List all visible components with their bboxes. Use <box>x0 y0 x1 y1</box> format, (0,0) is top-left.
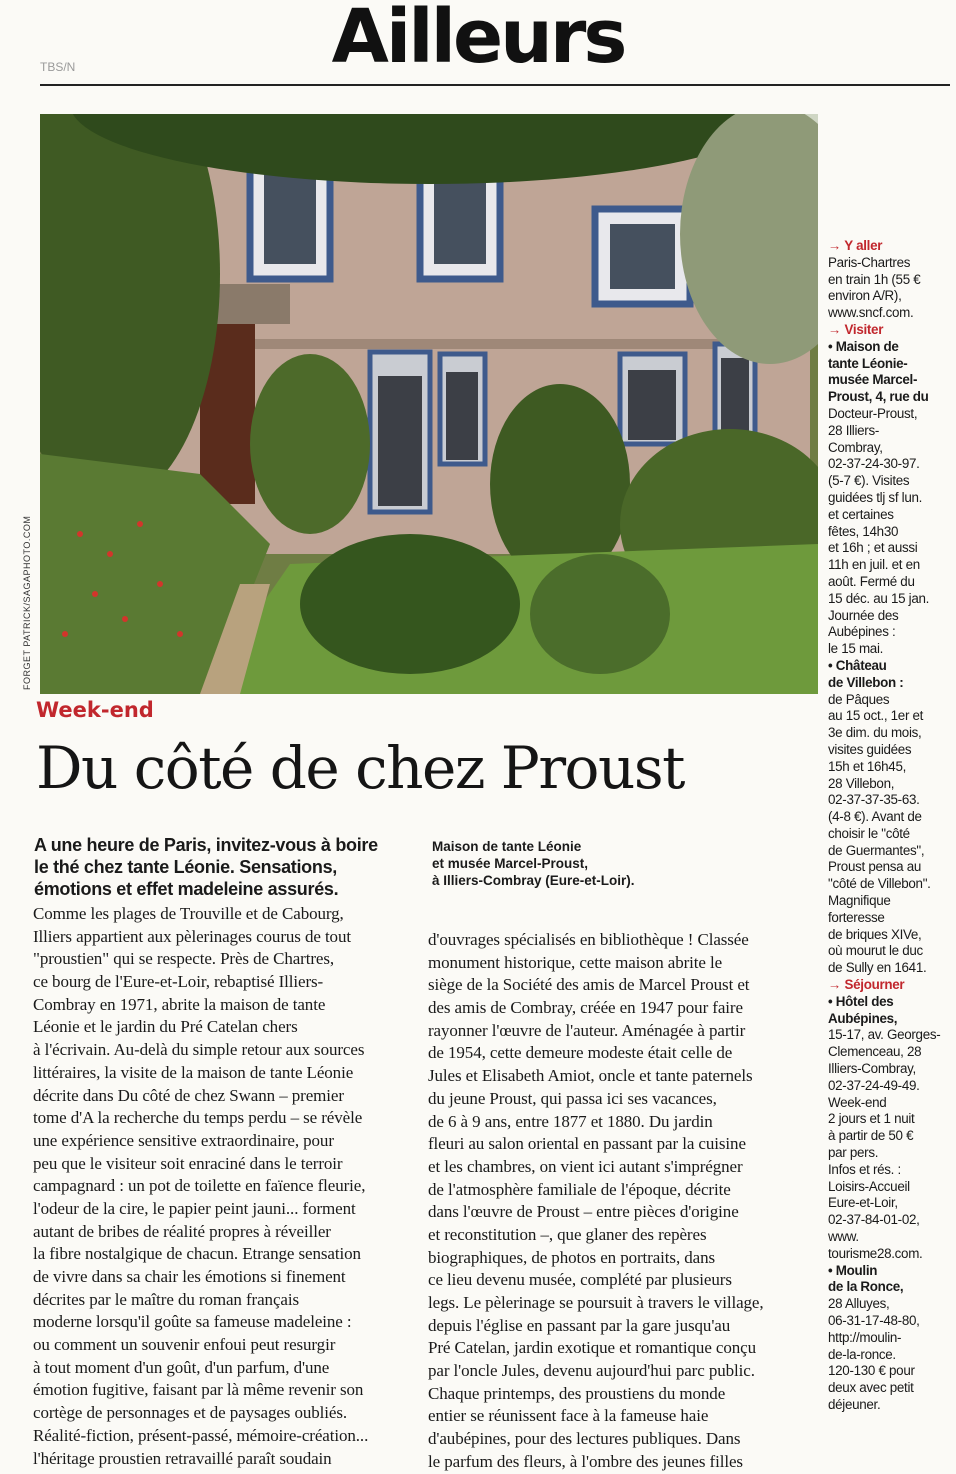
body-text-line: de 1954, cette demeure modeste était celle de <box>428 1043 733 1063</box>
body-text-line: siège de la Société des amis de Marcel Proust et <box>428 975 750 995</box>
sidebar-info-line: août. Fermé du <box>828 573 915 589</box>
sidebar-info-line: tante Léonie- <box>828 355 908 371</box>
sidebar-info-line: Proust pensa au <box>828 859 922 875</box>
body-text-line: entier se réunissent face à la fameuse haie <box>428 1406 709 1426</box>
sidebar-info-line: choisir le "côté <box>828 825 910 841</box>
body-text-line: cortège de personnages et de paysages oubliés. <box>33 1403 348 1423</box>
sidebar-info-line: de Villebon : <box>828 674 904 690</box>
body-text-line: le parfum des fleurs, à l'ombre des jeunes filles <box>428 1451 743 1471</box>
body-text-line: l'héritage proustien retravaillé paraît soudain <box>33 1448 332 1468</box>
sidebar-info-line: où mourut le duc <box>828 943 923 959</box>
sidebar-info-line: et certaines <box>828 506 894 522</box>
sidebar-info-line: déjeuner. <box>828 1396 881 1412</box>
caption-line: et musée Marcel-Proust, <box>432 856 589 871</box>
body-text-line: peu que le visiteur soit enraciné dans le terroir <box>33 1153 343 1173</box>
sidebar-info-line: 28 Alluyes, <box>828 1296 890 1312</box>
sidebar-info-line: Paris-Chartres <box>828 254 911 270</box>
body-text-line: moderne lorsqu'il goûte sa fameuse madeleine : <box>33 1312 352 1332</box>
body-text-line: campagnard : un pot de toilette en faïence fleurie, <box>33 1176 366 1196</box>
body-text-line: Réalité-fiction, présent-passé, mémoire-création... <box>33 1425 369 1445</box>
sidebar-info-line: de Pâques <box>828 691 890 707</box>
sidebar-info-line: tourisme28.com. <box>828 1245 923 1261</box>
sidebar-info-line: Docteur-Proust, <box>828 405 918 421</box>
sidebar-info-line: visites guidées <box>828 741 912 757</box>
practical-info-sidebar <box>828 238 952 1414</box>
body-column-1 <box>33 903 413 1470</box>
body-text-line: et les chambres, on vient ici autant s'imprégner <box>428 1156 743 1176</box>
body-text-line: l'odeur de la cire, le papier peint jauni... forment <box>33 1198 356 1218</box>
sidebar-info-line: à partir de 50 € <box>828 1128 914 1144</box>
body-text-line: littéraires, la visite de la maison de tante Léonie <box>33 1062 354 1082</box>
sidebar-info-line: Aubépines, <box>828 1010 898 1026</box>
body-text-line: émotion fugitive, faisant par là même revenir son <box>33 1380 364 1400</box>
page-folio: TBS/N <box>40 60 76 74</box>
sidebar-info-line: Proust, 4, rue du <box>828 389 929 405</box>
body-text-line: décrites par le maître du roman français <box>33 1289 299 1309</box>
body-text-line: Léonie et le jardin du Pré Catelan chers <box>33 1017 298 1037</box>
body-text-line: d'ouvrages spécialisés en bibliothèque ! Classée <box>428 930 749 949</box>
sidebar-info-line: par pers. <box>828 1145 879 1161</box>
sidebar-info-line: 28 Illiers- <box>828 422 880 438</box>
sidebar-info-line: Illiers-Combray, <box>828 1061 916 1077</box>
sidebar-info-line: Eure-et-Loir, <box>828 1195 898 1211</box>
article-kicker: Week-end <box>36 698 154 722</box>
sidebar-info-line: en train 1h (55 € <box>828 271 921 287</box>
body-text-line: par l'oncle Jules, devenu aujourd'hui parc public. <box>428 1361 755 1381</box>
sidebar-info-line: 120-130 € pour <box>828 1363 915 1379</box>
sidebar-info-line: de briques XIVe, <box>828 926 922 942</box>
sidebar-info-line: (4-8 €). Avant de <box>828 809 922 825</box>
body-text-line: "proustien" qui se respecte. Près de Chartres, <box>33 949 335 969</box>
sidebar-info-line: de Guermantes", <box>828 842 925 858</box>
section-title: Ailleurs <box>331 0 625 80</box>
sidebar-info-line: guidées tlj sf lun. <box>828 489 923 505</box>
sidebar-info-line: www. <box>828 1229 859 1245</box>
body-text-line: autant de bribes de réalité propres à réveiller <box>33 1221 331 1241</box>
body-text-line: de vivre dans sa chair les émotions si finement <box>33 1267 346 1286</box>
sidebar-info-line: musée Marcel- <box>828 372 918 388</box>
sidebar-info-line: deux avec petit <box>828 1380 914 1396</box>
body-text-line: legs. Le pèlerinage se poursuit à travers le village, <box>428 1293 764 1312</box>
body-text-line: de 6 à 9 ans, entre 1877 et 1880. Du jardin <box>428 1111 713 1131</box>
body-text-line: de l'atmosphère familiale de l'époque, décrite <box>428 1179 731 1199</box>
sidebar-info-line: 06-31-17-48-80, <box>828 1313 920 1328</box>
body-text-line: décrite dans Du côté de chez Swann – premier <box>33 1085 344 1105</box>
body-text-line: Pré Catelan, jardin exotique et romantique conçu <box>428 1338 757 1358</box>
sidebar-info-line: → Y aller <box>828 238 883 253</box>
body-text-line: Combray en 1971, abrite la maison de tante <box>33 994 326 1014</box>
photo-credit: FORGET PATRICK/SAGAPHOTO.COM <box>22 515 32 690</box>
body-text-line: Chaque printemps, des proustiens du monde <box>428 1383 726 1403</box>
sidebar-info-line: Infos et rés. : <box>828 1161 901 1177</box>
sidebar-info-line: • Maison de <box>828 338 899 354</box>
body-text-line: Comme les plages de Trouville et de Cabourg, <box>33 904 344 923</box>
sidebar-info-line: forteresse <box>828 909 885 925</box>
body-text-line: la fibre nostalgique de chacun. Etrange sensation <box>33 1244 361 1264</box>
sidebar-info-line: 15 déc. au 15 jan. <box>828 590 930 606</box>
sidebar-info-line: de-la-ronce. <box>828 1346 896 1362</box>
sidebar-info-line: → Séjourner <box>828 977 905 993</box>
body-column-2 <box>428 929 806 1474</box>
body-text-line: monument historique, cette maison abrite le <box>428 952 723 972</box>
standfirst-line: le thé chez tante Léonie. Sensations, <box>34 857 337 877</box>
sidebar-info-line: "côté de Villebon". <box>828 876 931 892</box>
sidebar-info-line: Journée des <box>828 607 899 623</box>
masthead-rule <box>40 84 950 86</box>
sidebar-info-line: Clemenceau, 28 <box>828 1044 922 1060</box>
sidebar-info-line: 02-37-37-35-63. <box>828 792 920 808</box>
sidebar-info-line: environ A/R), <box>828 288 902 304</box>
sidebar-info-line: Loisirs-Accueil <box>828 1178 910 1194</box>
sidebar-info-line: 02-37-24-30-97. <box>828 456 920 472</box>
article-headline: Du côté de chez Proust <box>36 734 684 802</box>
house-photo <box>40 114 818 694</box>
sidebar-info-line: 15h et 16h45, <box>828 758 907 774</box>
sidebar-info-line: 3e dim. du mois, <box>828 725 922 741</box>
sidebar-info-line: 15-17, av. Georges- <box>828 1027 941 1043</box>
sidebar-info-line: 02-37-24-49-49. <box>828 1077 920 1093</box>
body-text-line: rayonner l'œuvre de l'auteur. Aménagée à partir <box>428 1020 746 1040</box>
body-text-line: fleuri au salon oriental en passant par la cuisine <box>428 1134 746 1154</box>
body-text-line: et reconstitution –, que glaner des repères <box>428 1224 707 1244</box>
body-text-line: depuis l'église en passant par la gare jusqu'au <box>428 1315 731 1335</box>
sidebar-info-line: 2 jours et 1 nuit <box>828 1111 915 1127</box>
body-text-line: ce lieu devenu musée, complété par plusieurs <box>428 1270 732 1290</box>
body-text-line: à l'écrivain. Au-delà du simple retour aux sources <box>33 1040 365 1060</box>
body-text-line: ce bourg de l'Eure-et-Loir, rebaptisé Illiers- <box>33 972 324 992</box>
body-text-line: d'aubépines, pour des lectures publiques. Dans <box>428 1429 741 1449</box>
masthead <box>0 0 956 90</box>
article-standfirst <box>34 834 414 900</box>
sidebar-info-line: fêtes, 14h30 <box>828 523 899 539</box>
caption-line: à Illiers-Combray (Eure-et-Loir). <box>432 873 635 888</box>
body-text-line: tome d'A la recherche du temps perdu – se révèle <box>33 1108 363 1128</box>
body-text-line: Illiers appartient aux pèlerinages courus de tout <box>33 926 351 946</box>
body-text-line: des amis de Combray, créée en 1947 pour faire <box>428 998 743 1018</box>
sidebar-info-line: • Moulin <box>828 1262 878 1278</box>
body-text-line: biographiques, de photos en portraits, dans <box>428 1247 716 1267</box>
sidebar-info-line: Aubépines : <box>828 624 896 640</box>
body-text-line: du jeune Proust, qui passa ici ses vacances, <box>428 1088 717 1108</box>
body-text-line: ou comment un souvenir enfoui peut resurgir <box>33 1335 336 1355</box>
sidebar-info-line: (5-7 €). Visites <box>828 473 910 489</box>
sidebar-info-line: www.sncf.com. <box>828 305 914 321</box>
body-text-line: dans l'œuvre de Proust – entre pièces d'origine <box>428 1202 739 1222</box>
sidebar-info-line: 02-37-84-01-02, <box>828 1212 920 1228</box>
sidebar-info-line: → Visiter <box>828 321 884 337</box>
caption-line: Maison de tante Léonie <box>432 839 582 854</box>
sidebar-info-line: de la Ronce, <box>828 1279 904 1295</box>
sidebar-info-line: • Château <box>828 657 887 673</box>
sidebar-info-line: Combray, <box>828 439 883 455</box>
sidebar-info-line: Magnifique <box>828 893 891 909</box>
standfirst-line: émotions et effet madeleine assurés. <box>34 879 339 899</box>
sidebar-info-line: de Sully en 1641. <box>828 960 927 976</box>
body-text-line: à tout moment d'un goût, d'un parfum, d'une <box>33 1357 330 1377</box>
sidebar-info-line: http://moulin- <box>828 1329 902 1345</box>
sidebar-info-line: Week-end <box>828 1094 887 1110</box>
house-illustration <box>40 114 818 694</box>
standfirst-line: A une heure de Paris, invitez-vous à boire <box>34 835 378 855</box>
sidebar-info-line: le 15 mai. <box>828 641 884 657</box>
body-text-line: une expérience sensitive extraordinaire, pour <box>33 1130 334 1150</box>
sidebar-info-line: 28 Villebon, <box>828 775 895 791</box>
sidebar-info-line: • Hôtel des <box>828 993 894 1009</box>
sidebar-info-line: et 16h ; et aussi <box>828 540 918 556</box>
photo-caption <box>432 838 712 889</box>
body-text-line: Jules et Elisabeth Amiot, oncle et tante paternels <box>428 1066 753 1086</box>
sidebar-info-line: 11h en juil. et en <box>828 557 920 573</box>
sidebar-info-line: au 15 oct., 1er et <box>828 708 924 724</box>
